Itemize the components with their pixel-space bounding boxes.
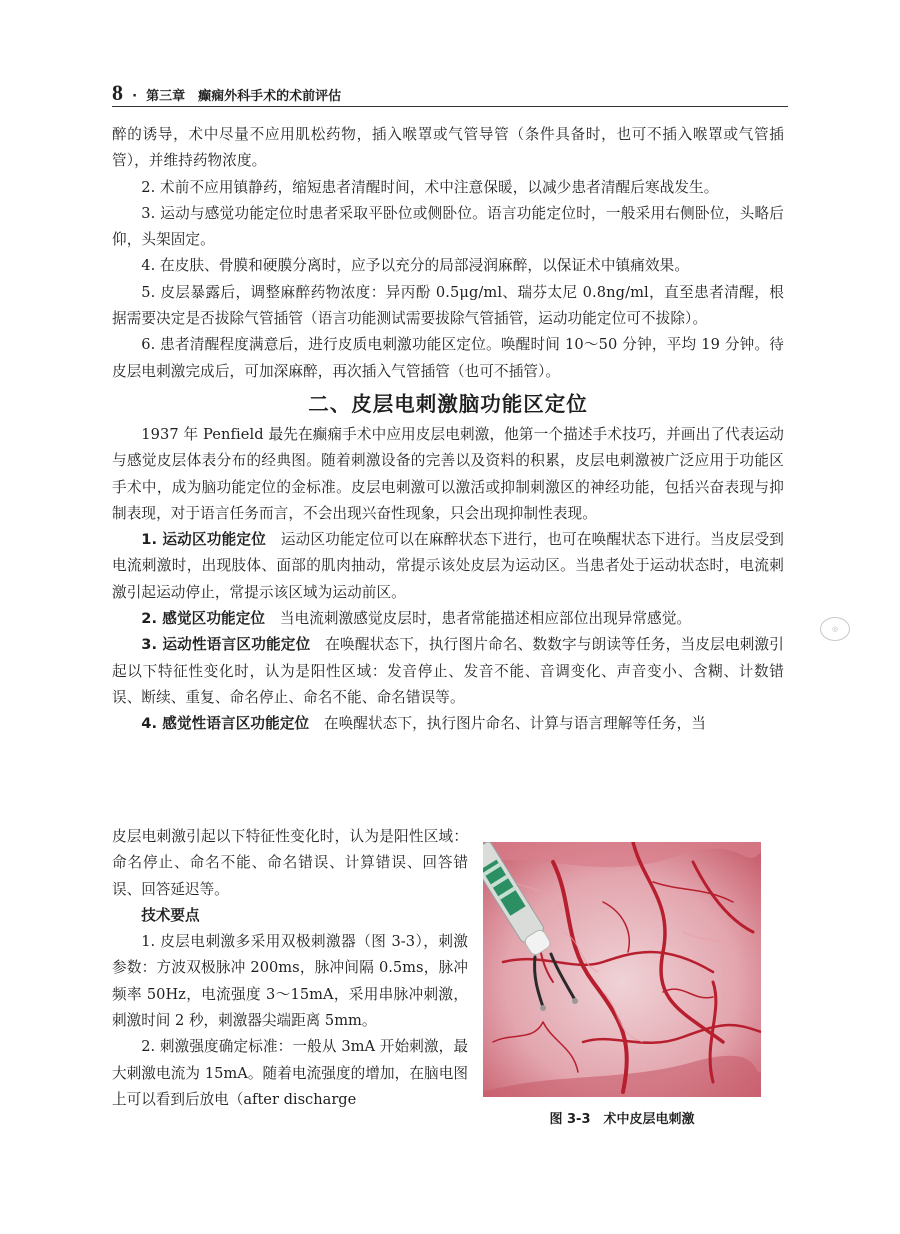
list-item-4: 4. 在皮肤、骨膜和硬膜分离时，应予以充分的局部浸润麻醉，以保证术中镇痛效果。 (141, 257, 690, 275)
list-item-2: 2. 术前不应用镇静药，缩短患者清醒时间，术中注意保暖，以减少患者清醒后寒战发生。 (141, 178, 719, 196)
technique-column (112, 824, 468, 1113)
technique-item-1: 1. 皮层电刺激多采用双极刺激器（图 3-3），刺激参数：方波双极脉冲 200ms，脉冲间隔 0.5ms，脉冲频率 50Hz，电流强度 3～15mA，采用串脉冲刺激，刺激时间 2 秒，刺激器尖端距离 5mm。 (112, 933, 468, 1030)
intro-paragraph: 1937 年 Penfield 最先在癫痫手术中应用皮层电刺激，他第一个描述手术技巧，并画出了代表运动与感觉皮层体表分布的经典图。随着刺激设备的完善以及资料的积累，皮层电刺激被广泛应用于功能区手术中，成为脑功能定位的金标准。皮层电刺激可以激活或抑制刺激区的神经功能，包括兴奋表现与抑制表现，对于语言任务而言，不会出现兴奋性现象，只会出现抑制性表现。 (112, 425, 784, 522)
sensory-area-title: 2. 感觉区功能定位 (141, 610, 266, 628)
watermark-stamp: ◎ (820, 617, 850, 641)
motor-area-item (112, 527, 784, 606)
sensory-language-text-b: 皮层电刺激引起以下特征性变化时，认为是阳性区域：命名停止、命名不能、命名错误、计算错误、回答错误、回答延迟等。 (112, 828, 468, 898)
running-header (112, 80, 788, 108)
list-item-3: 3. 运动与感觉功能定位时患者采取平卧位或侧卧位。语言功能定位时，一般采用右侧卧位，头略后仰，头架固定。 (112, 204, 784, 249)
list-item-5: 5. 皮层暴露后，调整麻醉药物浓度：异丙酚 0.5μg/ml、瑞芬太尼 0.8ng/ml，直至患者清醒，根据需要决定是否拔除气管插管（语言功能测试需要拔除气管插管，运动功能定位可不拔除）。 (112, 283, 784, 328)
main-body (112, 122, 784, 738)
sensory-language-text-a: 在唤醒状态下，执行图片命名、计算与语言理解等任务，当 (323, 715, 706, 733)
figure-caption: 图 3-3 术中皮层电刺激 (549, 1112, 695, 1127)
motor-language-text: 在唤醒状态下，执行图片命名、数数字与朗读等任务，当皮层电刺激引起以下特征性变化时，认为是阳性区域：发音停止、发音不能、音调变化、声音变小、含糊、计数错误、断续、重复、命名停止、命名不能、命名错误等。 (112, 636, 784, 706)
sensory-area-text: 当电流刺激感觉皮层时，患者常能描述相应部位出现异常感觉。 (279, 610, 692, 628)
technique-heading: 技术要点 (141, 906, 200, 924)
page-number: 8 (112, 80, 123, 105)
motor-language-item (112, 632, 784, 711)
sensory-language-title: 4. 感觉性语言区功能定位 (141, 715, 310, 733)
header-rule (112, 106, 788, 107)
motor-language-title: 3. 运动性语言区功能定位 (141, 636, 311, 654)
motor-area-text: 运动区功能定位可以在麻醉状态下进行，也可在唤醒状态下进行。当皮层受到电流刺激时，出现肢体、面部的肌肉抽动，常提示该处皮层为运动区。当患者处于运动状态时，电流刺激引起运动停止，常提示该区域为运动前区。 (112, 531, 784, 601)
list-item-6: 6. 患者清醒程度满意后，进行皮质电刺激功能区定位。唤醒时间 10～50 分钟，平均 19 分钟。待皮层电刺激完成后，可加深麻醉，再次插入气管插管（也可不插管）。 (112, 336, 784, 380)
technique-item-2: 2. 刺激强度确定标准：一般从 3mA 开始刺激，最大刺激电流为 15mA。随着电流强度的增加，在脑电图上可以看到后放电（after discharge (112, 1038, 468, 1108)
section-title: 二、皮层电刺激脑功能区定位 (308, 391, 588, 416)
paragraph-continued: 醉的诱导，术中尽量不应用肌松药物，插入喉罩或气管导管（条件具备时，也可不插入喉罩或气管插管），并维持药物浓度。 (112, 126, 784, 170)
figure-3-3-image (483, 842, 761, 1097)
brain-cortex-photo-icon (483, 842, 761, 1097)
header-separator: · (132, 89, 138, 104)
motor-area-title: 1. 运动区功能定位 (141, 531, 266, 549)
chapter-title: 第三章 癫痫外科手术的术前评估 (146, 89, 342, 104)
sensory-area-item (112, 606, 784, 632)
sensory-language-item (112, 711, 784, 737)
